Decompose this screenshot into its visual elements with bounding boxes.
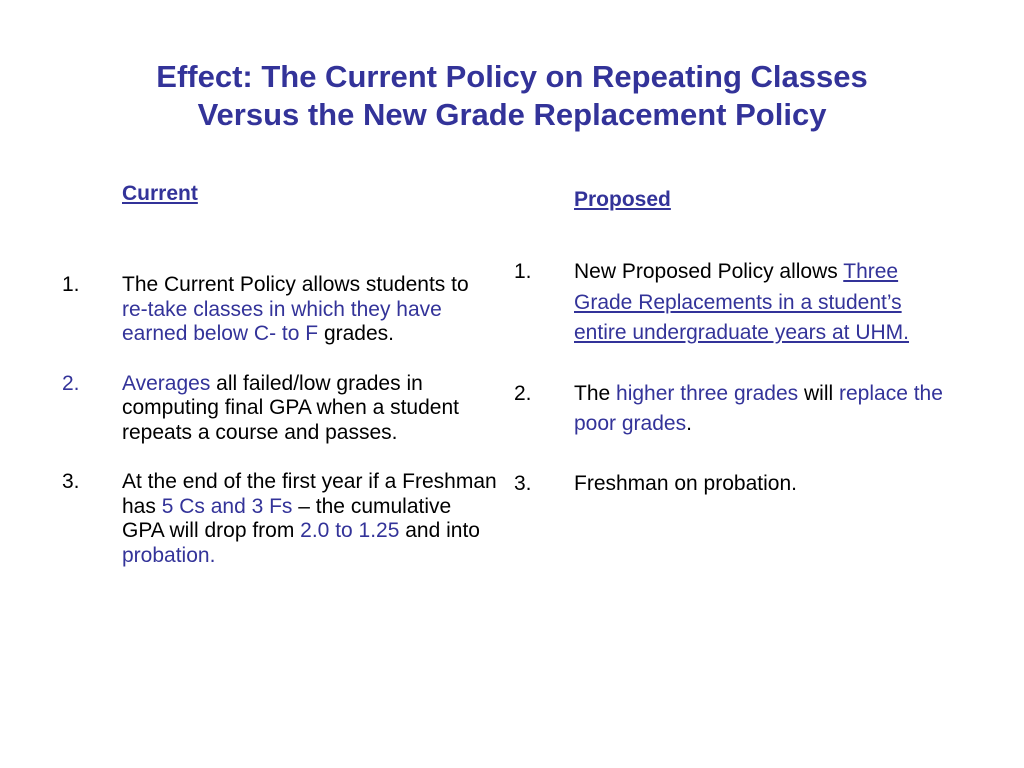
- proposed-list: [514, 257, 954, 529]
- proposed-heading: Proposed: [574, 188, 671, 211]
- current-item-1: [62, 273, 498, 347]
- current-item-2-text: all failed/low grades in computing final GPA when a student repeats a course and passes.: [122, 371, 459, 444]
- proposed-item-3: [514, 469, 954, 500]
- proposed-item-2-text-b: will: [798, 381, 839, 405]
- current-item-1-highlight: re-take classes in which they have earned below C- to F: [122, 297, 442, 345]
- proposed-item-2-text-c: .: [686, 412, 692, 435]
- current-item-3-probation: probation.: [122, 543, 216, 567]
- current-item-2: [62, 372, 498, 446]
- proposed-item-2-text-a: The: [574, 381, 617, 405]
- proposed-item-3-number: 3.: [514, 471, 532, 495]
- current-item-1-text: The Current Policy allows students to: [122, 273, 469, 296]
- proposed-item-2-replace: replace the poor grades: [574, 381, 943, 435]
- slide-title: [0, 58, 1024, 134]
- current-list: [62, 273, 498, 593]
- proposed-item-1: [514, 257, 954, 349]
- title-line-2: Versus the New Grade Replacement Policy: [197, 97, 827, 132]
- proposed-item-1-text: New Proposed Policy allows: [574, 260, 844, 283]
- current-item-3-text-c: and into: [399, 519, 480, 542]
- current-item-1-number: 1.: [62, 273, 80, 296]
- current-item-2-number: 2.: [62, 371, 80, 395]
- proposed-item-2: [514, 379, 954, 440]
- current-item-3: [62, 470, 498, 568]
- current-item-3-gpa-drop: 2.0 to 1.25: [300, 519, 400, 542]
- proposed-item-1-link[interactable]: Three Grade Replacements in a student’s entire undergraduate years at UHM.: [574, 260, 910, 344]
- title-line-1: Effect: The Current Policy on Repeating Classes: [156, 59, 868, 94]
- proposed-item-2-number: 2.: [514, 381, 532, 405]
- proposed-item-2-higher-grades: higher three grades: [616, 381, 799, 405]
- current-item-2-highlight: Averages: [122, 371, 211, 395]
- proposed-item-1-number: 1.: [514, 260, 532, 283]
- current-item-3-number: 3.: [62, 470, 80, 493]
- current-item-3-grades: 5 Cs and 3 Fs: [161, 494, 293, 518]
- proposed-item-3-text: Freshman on probation.: [574, 471, 797, 495]
- current-heading: Current: [122, 182, 198, 205]
- current-item-3-text-b: – the cumulative GPA will drop from: [122, 494, 452, 542]
- current-item-1-text-end: grades.: [318, 322, 394, 345]
- current-item-3-text-a: At the end of the first year if a Freshman has: [122, 470, 497, 518]
